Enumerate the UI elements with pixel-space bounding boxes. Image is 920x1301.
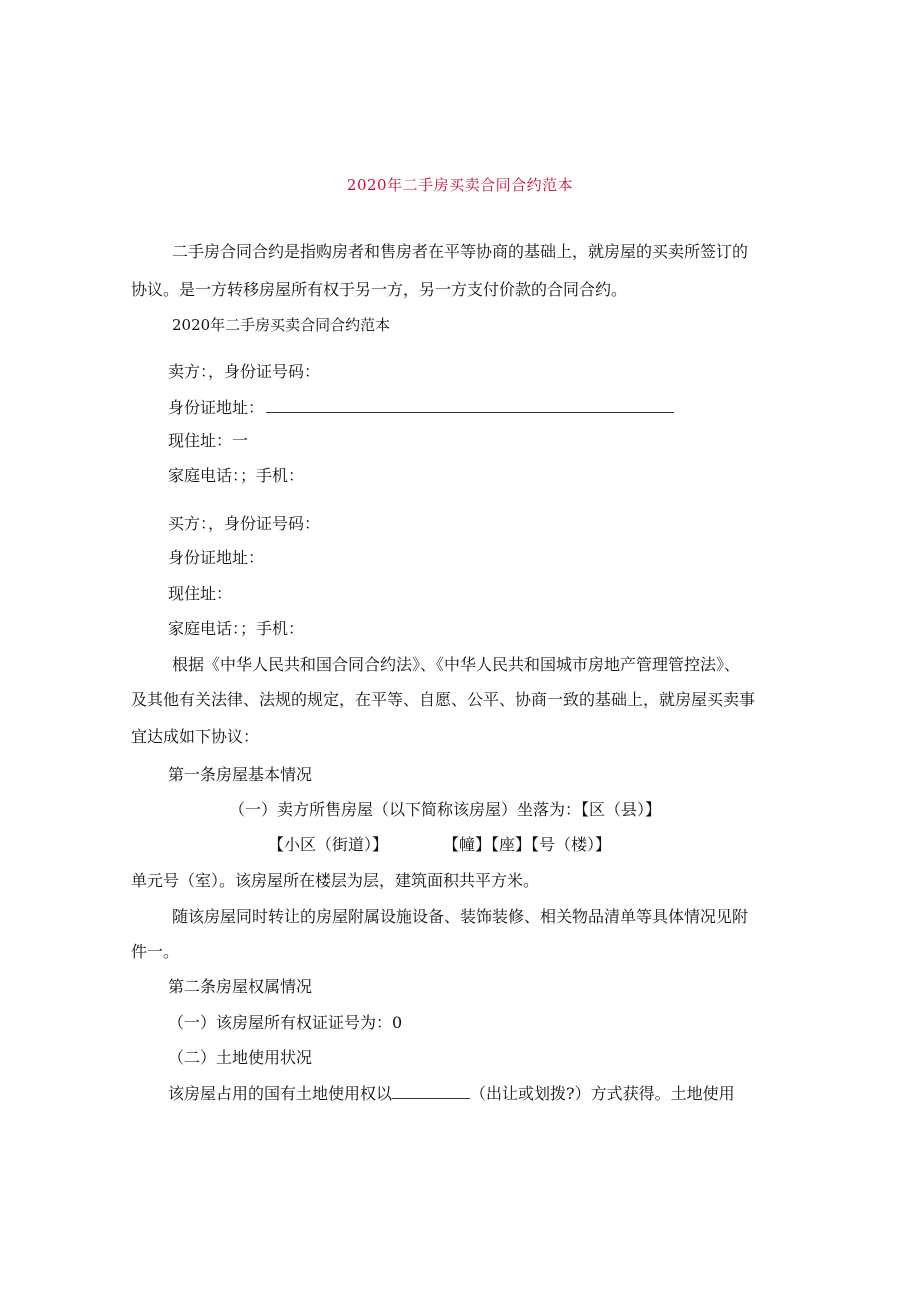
buyer-current-address: 现住址： <box>168 584 233 603</box>
seller-id-address-blank <box>266 397 674 413</box>
basis-line-1: 根据《中华人民共和国合同合约法》、《中华人民共和国城市房地产管理管控法》、 <box>172 655 741 674</box>
document-title: 2020年二手房买卖合同合约范本 <box>346 176 574 194</box>
buyer-name-id: 买方：，身份证号码： <box>168 514 321 533</box>
article1-building: 【幢】【座】【号（楼）】 <box>443 835 612 854</box>
basis-line-3: 宜达成如下协议： <box>131 727 260 746</box>
article1-attached-line-2: 件一。 <box>131 942 180 961</box>
seller-id-address-label: 身份证地址： <box>168 398 265 417</box>
land-use-prefix: 该房屋占用的国有土地使用权以 <box>168 1084 393 1103</box>
buyer-phone: 家庭电话：；手机： <box>168 619 305 638</box>
seller-id-address <box>168 397 674 418</box>
seller-phone: 家庭电话：；手机： <box>168 466 305 485</box>
subtitle: 2020年二手房买卖合同合约范本 <box>172 316 391 334</box>
article1-item1: （一）卖方所售房屋（以下简称该房屋）坐落为：【区（县）】 <box>229 800 662 819</box>
article1-attached-line-1: 随该房屋同时转让的房屋附属设施设备、装饰装修、相关物品清单等具体情况见附 <box>172 907 749 926</box>
article2-item1: （一）该房屋所有权证证号为：0 <box>168 1013 403 1032</box>
intro-line-1: 二手房合同合约是指购房者和售房者在平等协商的基础上，就房屋的买卖所签订的 <box>172 242 749 261</box>
seller-name-id: 卖方：，身份证号码： <box>168 362 321 381</box>
intro-line-2: 协议。是一方转移房屋所有权于另一方，另一方支付价款的合同合约。 <box>131 280 628 299</box>
seller-current-address: 现住址：一 <box>168 431 249 450</box>
land-use-blank <box>392 1083 470 1099</box>
article1-unit: 单元号（室）。该房屋所在楼层为层，建筑面积共平方米。 <box>131 871 540 890</box>
article2-land-use <box>168 1083 735 1104</box>
article1-community: 【小区（街道）】 <box>268 835 389 854</box>
buyer-id-address: 身份证地址： <box>168 548 265 567</box>
article2-item2: （二）土地使用状况 <box>168 1048 313 1067</box>
basis-line-2: 及其他有关法律、法规的规定，在平等、自愿、公平、协商一致的基础上，就房屋买卖事 <box>131 690 756 709</box>
article1-heading: 第一条房屋基本情况 <box>168 765 313 784</box>
article2-heading: 第二条房屋权属情况 <box>168 977 313 996</box>
land-use-suffix: （出让或划拨?）方式获得。土地使用 <box>470 1084 735 1103</box>
